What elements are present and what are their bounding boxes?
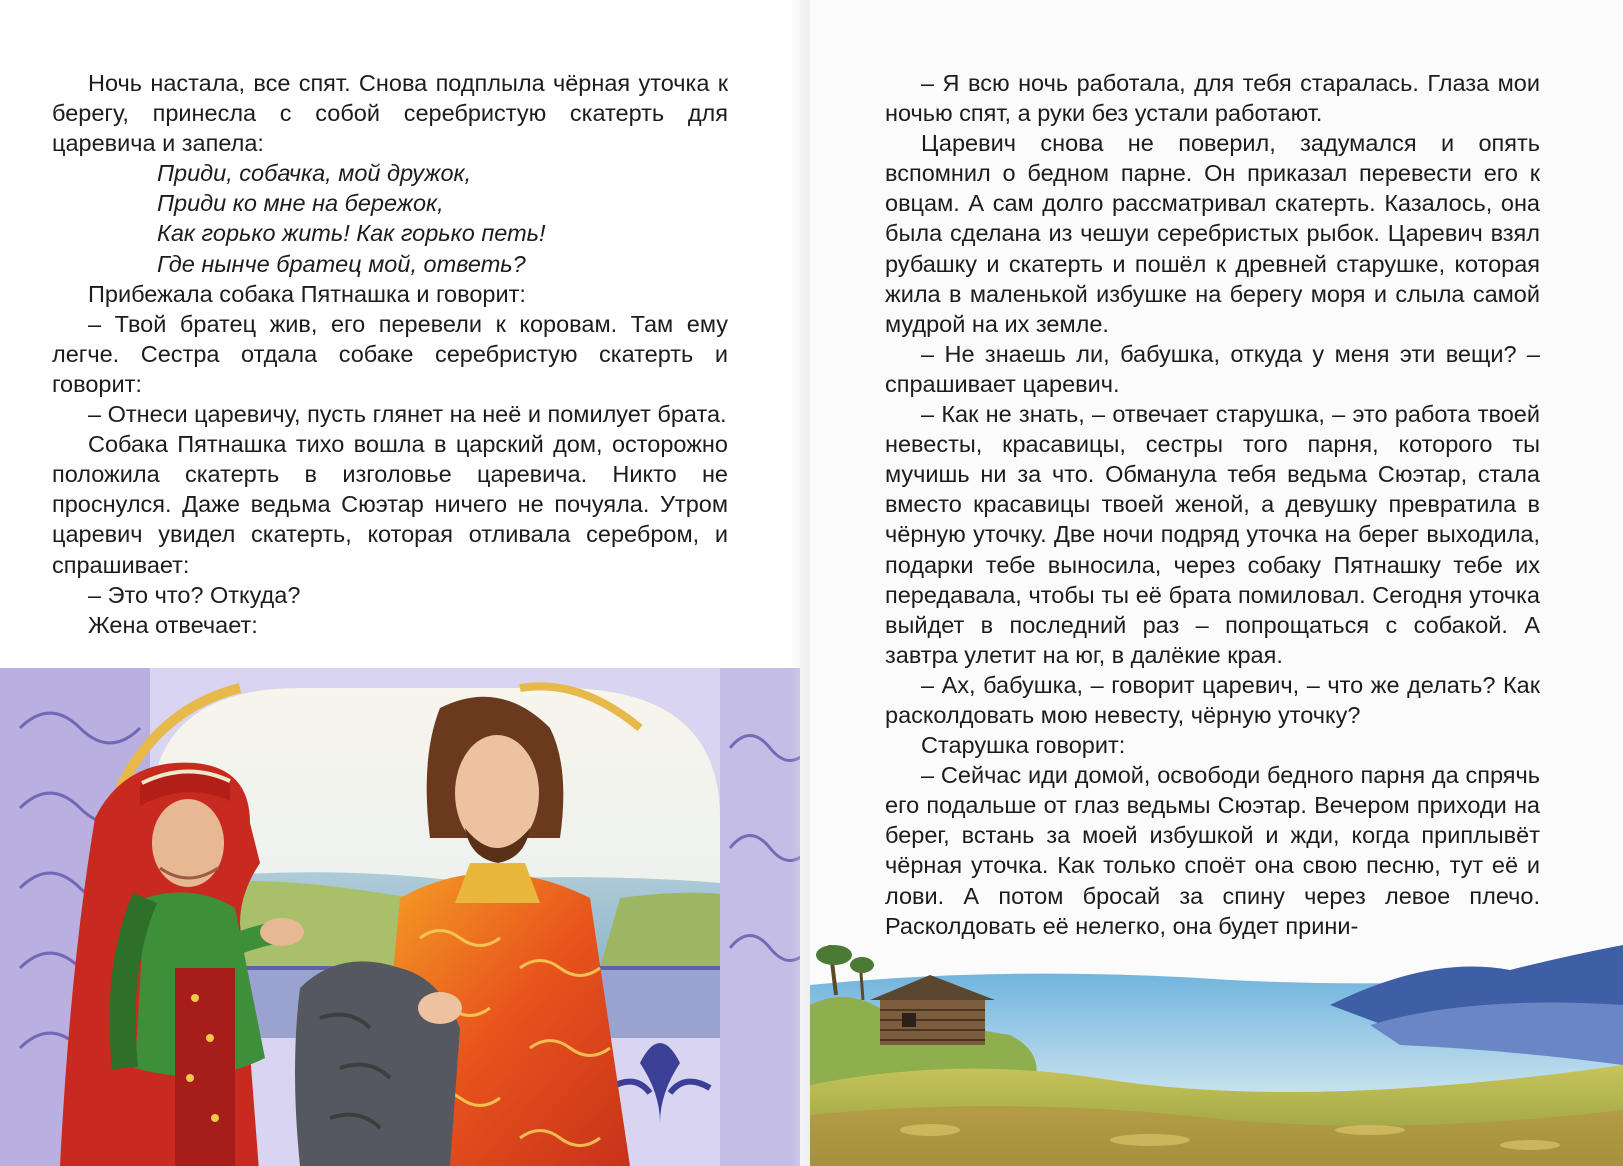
- paragraph: – Не знаешь ли, бабушка, откуда у меня эти вещи? – спрашивает царевич.: [885, 340, 1540, 397]
- paragraph: – Я всю ночь работала, для тебя старалась. Глаза мои ночью спят, а руки без устали работают.: [885, 70, 1540, 127]
- paragraph: – Твой братец жив, его перевели к коровам. Там ему легче. Сестра отдала собаке серебристую скатерть и говорит:: [52, 310, 728, 397]
- verse-line: Приди ко мне на бережок,: [157, 190, 444, 217]
- verse-line: Как горько жить! Как горько петь!: [157, 220, 546, 247]
- paragraph: Старушка говорит:: [921, 732, 1126, 759]
- verse-line: Приди, собачка, мой дружок,: [157, 160, 472, 187]
- left-page: [0, 0, 800, 1166]
- paragraph: – Как не знать, – отвечает старушка, – это работа твоей невесты, красавицы, сестры того парня, которого ты мучишь ни за что. Обманула тебя ведьма Сюэтар, стала вместо красавицы твоей женой, а девушку превратила в чёрную уточку. Две ночи подряд уточка на берег выходила, подарки тебе выносила, через собаку Пятнашку тебе их передавала, чтобы ты её брата помиловал. Сегодня уточка выйдет в последний раз – попрощаться с собакой. А завтра улетит на юг, в далёкие края.: [885, 401, 1540, 668]
- paragraph: Царевич снова не поверил, задумался и опять вспомнил о бедном парне. Он приказал перевести его к овцам. А сам долго рассматривал скатерть. Казалось, она была сделана из чешуи серебристых рыбок. Царевич взял рубашку и скатерть и пошёл к древней старушке, которая жила в маленькой избушке на берегу моря и слыла самой мудрой на их земле.: [885, 130, 1540, 337]
- song-verse: [157, 158, 728, 278]
- paragraph: Собака Пятнашка тихо вошла в царский дом, осторожно положила скатерть в изголовье царевича. Никто не проснулся. Даже ведьма Сюэтар ничего не почуяла. Утром царевич увидел скатерть, которая отливала серебром, и спрашивает:: [52, 431, 728, 578]
- paragraph: – Это что? Откуда?: [88, 581, 301, 608]
- illustration-seashore-hut: [810, 945, 1623, 1166]
- paragraph: Ночь настала, все спят. Снова подплыла чёрная уточка к берегу, принесла с собой серебристую скатерть для царевича и запела:: [52, 70, 728, 157]
- paragraph: – Отнеси царевичу, пусть глянет на неё и помилует брата.: [88, 401, 727, 428]
- left-page-text: [52, 68, 728, 640]
- paragraph: Прибежала собака Пятнашка и говорит:: [88, 280, 526, 307]
- right-page-text: [885, 68, 1540, 941]
- verse-line: Где нынче братец мой, ответь?: [157, 250, 526, 277]
- paragraph: – Ах, бабушка, – говорит царевич, – что же делать? Как расколдовать мою невесту, чёрную уточку?: [885, 671, 1540, 728]
- paragraph: – Сейчас иди домой, освободи бедного парня да спрячь его подальше от глаз ведьмы Сюэтар. Вечером приходи на берег, встань за моей избушкой и жди, когда приплывёт чёрная уточка. Как только споёт она свою песню, тут её и лови. А потом бросай за спину через левое плечо. Расколдовать её нелегко, она будет прини-: [885, 762, 1540, 939]
- paragraph: Жена отвечает:: [88, 611, 258, 638]
- illustration-tsarevich-and-wife: [0, 668, 800, 1166]
- right-page: [810, 0, 1623, 1166]
